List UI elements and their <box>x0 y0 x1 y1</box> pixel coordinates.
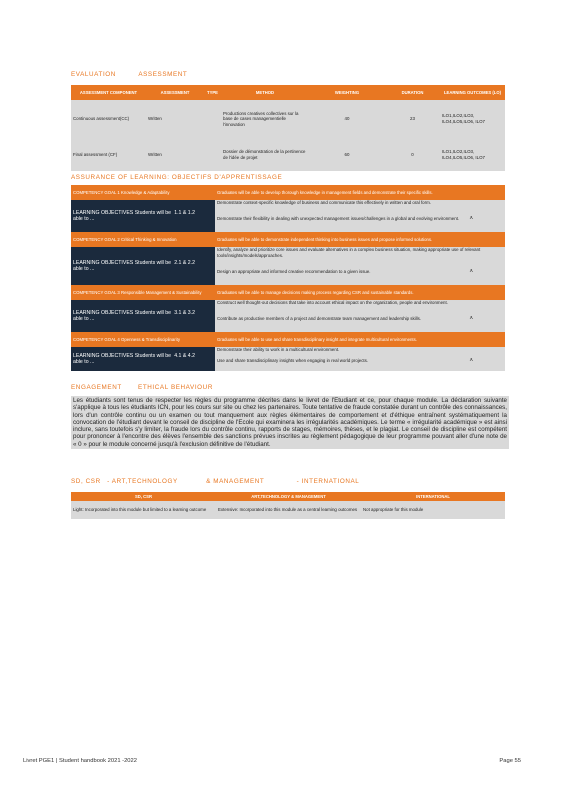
competency-goal-row <box>71 185 505 200</box>
header-cell: ASSESSMENT <box>146 85 204 100</box>
engagement-title-a: ENGAGEMENT <box>71 384 122 391</box>
objective-item <box>215 358 505 371</box>
table-row <box>71 100 505 138</box>
objective-item <box>215 269 505 285</box>
header-cell: ASSESSMENT COMPONENT <box>71 85 146 100</box>
goal-label: COMPETENCY GOAL 2 Critical Thinking & Innovation <box>71 232 215 247</box>
header-cell: SD, CSR <box>71 492 216 501</box>
objective-item <box>215 247 505 269</box>
outcomes-cell: ILO1,ILO2,ILO3, ILO4,ILO5,ILO6, ILO7 <box>440 100 505 138</box>
engagement-title-b: ETHICAL BEHAVIOUR <box>138 384 213 391</box>
international-cell: Not appropriate for this module <box>361 501 505 519</box>
type-cell <box>204 138 221 171</box>
header-cell: DURATION <box>385 85 440 100</box>
assurance-table <box>71 185 505 371</box>
header-cell: METHOD <box>221 85 309 100</box>
objective-text: Identify, analyze and prioritize core issues and evaluate alternatives in a complex business situation, making appropriate use of relevant tools/insights/models/approaches. <box>217 247 481 258</box>
sd-table <box>71 492 505 519</box>
objective-text: Contribute as productive members of a project and demonstrate team management and leadership skills. <box>217 316 422 321</box>
sd-title-b: - ART,TECHNOLOGY <box>107 478 178 485</box>
objective-mark: X <box>469 316 473 321</box>
header-cell: ART,TECHNOLOGY & MANAGEMENT <box>216 492 361 501</box>
objective-row <box>71 247 505 269</box>
objective-item <box>215 216 505 232</box>
objective-codes: 1.1 & 1.2 <box>174 209 195 216</box>
sd-csr-cell: Light: Incorporated into this module but limited to a learning outcome <box>71 501 216 519</box>
evaluation-header-row <box>71 85 505 100</box>
objective-row <box>71 347 505 358</box>
objective-item <box>215 200 505 216</box>
evaluation-title-a: EVALUATION <box>71 71 116 78</box>
objective-codes: 2.1 & 2.2 <box>174 259 195 266</box>
goal-label: COMPETENCY GOAL 1 Knowledge & Adaptability <box>71 185 215 200</box>
objectives-cell <box>71 347 215 371</box>
competency-goal-row <box>71 285 505 300</box>
header-cell: LEARNING OUTCOMES (LO) <box>440 85 505 100</box>
goal-label: COMPETENCY GOAL 3 Responsible Management & Sustainability <box>71 285 215 300</box>
component-cell: Final assessment (CF) <box>71 138 146 171</box>
objectives-label: LEARNING OBJECTIVES Students will be able to ... <box>73 259 172 272</box>
objective-mark: X <box>469 216 473 221</box>
header-cell: WEIGHTING <box>309 85 385 100</box>
type-cell <box>204 100 221 138</box>
objectives-label: LEARNING OBJECTIVES Students will be able to ... <box>73 309 172 322</box>
ethics-paragraph: Les étudiants sont tenus de respecter les règles du programme décrites dans le livret de l'Etudiant et ce, pour chaque module. La déclaration suivante s'applique à tous les étudiants ICN, pour les cours sur site ou chez les partenaires. Toute tentative de fraude constatée durant un contrôle des connaissances, lors d'un contrôle continu ou un examen ou tout manquement aux règles élémentaires de comportement et d'éthique entraînent systématiquement la convocation de l'étudiant devant le conseil de discipline de l'Ecole qui examinera les irrégularités académiques. Le terme « irrégularité académique » est ainsi inclure, sans toutefois s'y limiter, la fraude lors du contrôle continu, rapports de stages, mémoires, thèses, et le plagiat. Le conseil de discipline est compétent pour prononcer à l'encontre des élèves l'ensemble des sanctions prévues inscrites au règlement pédagogique de leur programme pouvant aller d'une note de « 0 » pour le module concerné jusqu'à l'exclusion définitive de l'étudiant. <box>73 397 507 448</box>
goal-description: Graduates will be able to demonstrate independent thinking into business issues and propose informed solutions. <box>215 232 505 247</box>
objectives-label: LEARNING OBJECTIVES Students will be able to ... <box>73 352 172 365</box>
goal-description: Graduates will be able to develop thorough knowledge in management fields and demonstrate their specific skills. <box>215 185 505 200</box>
header-cell: INTERNATIONAL <box>361 492 505 501</box>
engagement-title <box>71 384 213 391</box>
sd-title-a: SD, CSR <box>71 478 101 485</box>
objective-text: Design an appropriate and informed creative recommendation to a given issue. <box>217 269 371 274</box>
art-tech-cell: Extensive: Incorporated into this module as a central learning outcomes <box>216 501 361 519</box>
objective-item <box>215 347 505 358</box>
assurance-title: ASSURANCE OF LEARNING: OBJECTIFS D'APPRENTISSAGE <box>71 174 283 181</box>
objective-text: Use and share transdisciplinary insights when engaging in real world projects. <box>217 358 369 363</box>
table-row <box>71 501 505 519</box>
objective-mark: X <box>469 269 473 274</box>
assessment-cell: Written <box>146 138 204 171</box>
method-cell: Productions creatives collectives sur la base de cases managementielle l'innovation <box>221 100 309 138</box>
competency-goal-row <box>71 332 505 347</box>
page-number: Page 55 <box>499 758 521 764</box>
objective-item <box>215 300 505 316</box>
table-row <box>71 138 505 171</box>
objective-row <box>71 200 505 216</box>
objective-codes: 4.1 & 4.2 <box>174 352 195 359</box>
competency-goal-row <box>71 232 505 247</box>
outcomes-cell: ILO1,ILO2,ILO3, ILO4,ILO5,ILO6, ILO7 <box>440 138 505 171</box>
evaluation-table <box>71 85 505 171</box>
duration-cell: 23 <box>385 100 440 138</box>
header-cell: TYPE <box>204 85 221 100</box>
duration-cell: 0 <box>385 138 440 171</box>
weighting-cell: 40 <box>309 100 385 138</box>
objective-mark: X <box>469 358 473 363</box>
objective-text: Construct well thought-out decisions that take into account ethical impact on the organization, people and environment. <box>217 300 448 305</box>
objective-text: Demonstrate context-specific knowledge of business and communicate this effectively in written and oral form. <box>217 200 431 205</box>
component-cell: Continuous assessment(CC) <box>71 100 146 138</box>
objectives-cell <box>71 200 215 232</box>
goal-description: Graduates will be able to use and share transdisciplinary insight and integrate multicultural environments. <box>215 332 505 347</box>
objective-text: Demonstrate their flexibility in dealing with unexpected management issues/challenges in a global and evolving environment. <box>217 216 460 221</box>
objective-item <box>215 316 505 332</box>
sd-title <box>71 478 359 485</box>
objectives-cell <box>71 300 215 332</box>
objective-codes: 3.1 & 3.2 <box>174 309 195 316</box>
objectives-label: LEARNING OBJECTIVES Students will be able to ... <box>73 209 172 222</box>
footer-left: Livret PGE1 | Student handbook 2021 -2022 <box>23 758 137 764</box>
objectives-cell <box>71 247 215 285</box>
goal-label: COMPETENCY GOAL 4 Openness & Transdisciplinarity <box>71 332 215 347</box>
weighting-cell: 60 <box>309 138 385 171</box>
objective-row <box>71 300 505 316</box>
sd-header-row <box>71 492 505 501</box>
evaluation-title-b: ASSESSMENT <box>138 71 188 78</box>
assessment-cell: Written <box>146 100 204 138</box>
method-cell: Dossier de démonstration de la pertinence de l'idée de projet <box>221 138 309 171</box>
sd-title-d: - INTERNATIONAL <box>296 478 360 485</box>
evaluation-title <box>71 71 187 78</box>
objective-text: Demonstrate their ability to work in a multicultural environment. <box>217 347 340 352</box>
sd-title-c: & MANAGEMENT <box>206 478 265 485</box>
goal-description: Graduates will be able to manage decisions making process regarding CSR and sustainable standards. <box>215 285 505 300</box>
